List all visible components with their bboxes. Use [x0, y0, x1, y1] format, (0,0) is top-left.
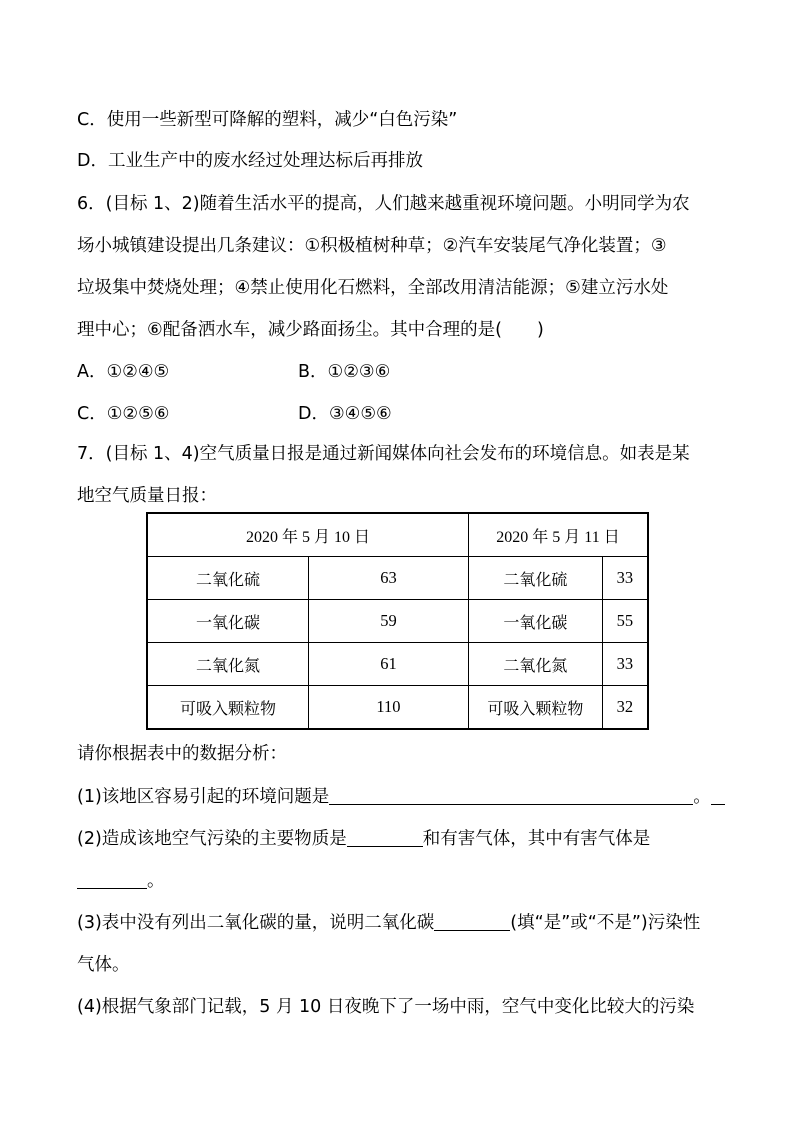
question-7-line-1: 7．(目标 1、4)空气质量日报是通过新闻媒体向社会发布的环境信息。如表是某: [77, 444, 690, 464]
pollutant-value: 59: [309, 600, 469, 643]
table-row: [147, 600, 648, 643]
answer-blank-2b[interactable]: [77, 870, 147, 889]
table-row: [147, 686, 648, 730]
sub-question-2: [77, 825, 650, 850]
pollutant-name: 一氧化碳: [147, 600, 309, 643]
question-6-line-1: 6．(目标 1、2)随着生活水平的提高，人们越来越重视环境问题。小明同学为农: [77, 194, 690, 214]
option-c-q5: C．使用一些新型可降解的塑料，减少“白色污染”: [77, 110, 458, 130]
sub-question-1-text: (1)该地区容易引起的环境问题是: [77, 787, 330, 807]
pollutant-name: 二氧化氮: [469, 643, 603, 686]
pollutant-value: 32: [602, 686, 648, 730]
pollutant-value: 33: [602, 643, 648, 686]
option-d-q6[interactable]: D．③④⑤⑥: [298, 404, 392, 424]
answer-blank-1[interactable]: [329, 786, 693, 805]
pollutant-name: 二氧化硫: [147, 557, 309, 600]
sub-question-2-text: (2)造成该地空气污染的主要物质是: [77, 829, 347, 849]
date-header-2: 2020 年 5 月 11 日: [469, 513, 649, 557]
question-6-line-3: 垃圾集中焚烧处理；④禁止使用化石燃料，全部改用清洁能源；⑤建立污水处: [77, 278, 669, 298]
pollutant-name: 一氧化碳: [469, 600, 603, 643]
option-b-q6[interactable]: B．①②③⑥: [298, 362, 391, 382]
sub-question-3: [77, 909, 700, 934]
sub-question-1-end: 。: [693, 787, 711, 807]
pollutant-value: 55: [602, 600, 648, 643]
pollutant-name: 可吸入颗粒物: [147, 686, 309, 730]
question-7-line-2: 地空气质量日报：: [77, 486, 217, 506]
analysis-intro: 请你根据表中的数据分析：: [77, 744, 287, 764]
sub-question-1: [77, 783, 725, 808]
pollutant-value: 110: [309, 686, 469, 730]
sub-question-3-cont: 气体。: [77, 955, 130, 975]
answer-blank-2a[interactable]: [347, 828, 423, 847]
table-header-row: [147, 513, 648, 557]
question-6-line-4: 理中心；⑥配备洒水车，减少路面扬尘。其中合理的是( ): [77, 320, 544, 340]
air-quality-table: [146, 512, 649, 730]
option-a-q6[interactable]: A．①②④⑤: [77, 362, 170, 382]
sub-question-3-post: (填“是”或“不是”)污染性: [510, 913, 701, 933]
pollutant-name: 二氧化氮: [147, 643, 309, 686]
sub-question-2-end: 。: [147, 871, 165, 891]
date-header-1: 2020 年 5 月 10 日: [147, 513, 469, 557]
pollutant-name: 可吸入颗粒物: [469, 686, 603, 730]
option-c-q6[interactable]: C．①②⑤⑥: [77, 404, 170, 424]
question-6-line-2: 场小城镇建设提出几条建议：①积极植树种草；②汽车安装尾气净化装置；③: [77, 236, 667, 256]
sub-question-2-cont: [77, 867, 165, 892]
answer-blank-1-tail: [711, 786, 725, 805]
option-d-q5: D．工业生产中的废水经过处理达标后再排放: [77, 151, 423, 171]
table-row: [147, 643, 648, 686]
sub-question-2-mid: 和有害气体，其中有害气体是: [422, 829, 651, 849]
table-row: [147, 557, 648, 600]
sub-question-4: (4)根据气象部门记载，5 月 10 日夜晚下了一场中雨，空气中变化比较大的污染: [77, 997, 695, 1017]
pollutant-value: 63: [309, 557, 469, 600]
pollutant-value: 61: [309, 643, 469, 686]
pollutant-name: 二氧化硫: [469, 557, 603, 600]
answer-blank-3[interactable]: [434, 912, 510, 931]
sub-question-3-text: (3)表中没有列出二氧化碳的量，说明二氧化碳: [77, 913, 435, 933]
pollutant-value: 33: [602, 557, 648, 600]
